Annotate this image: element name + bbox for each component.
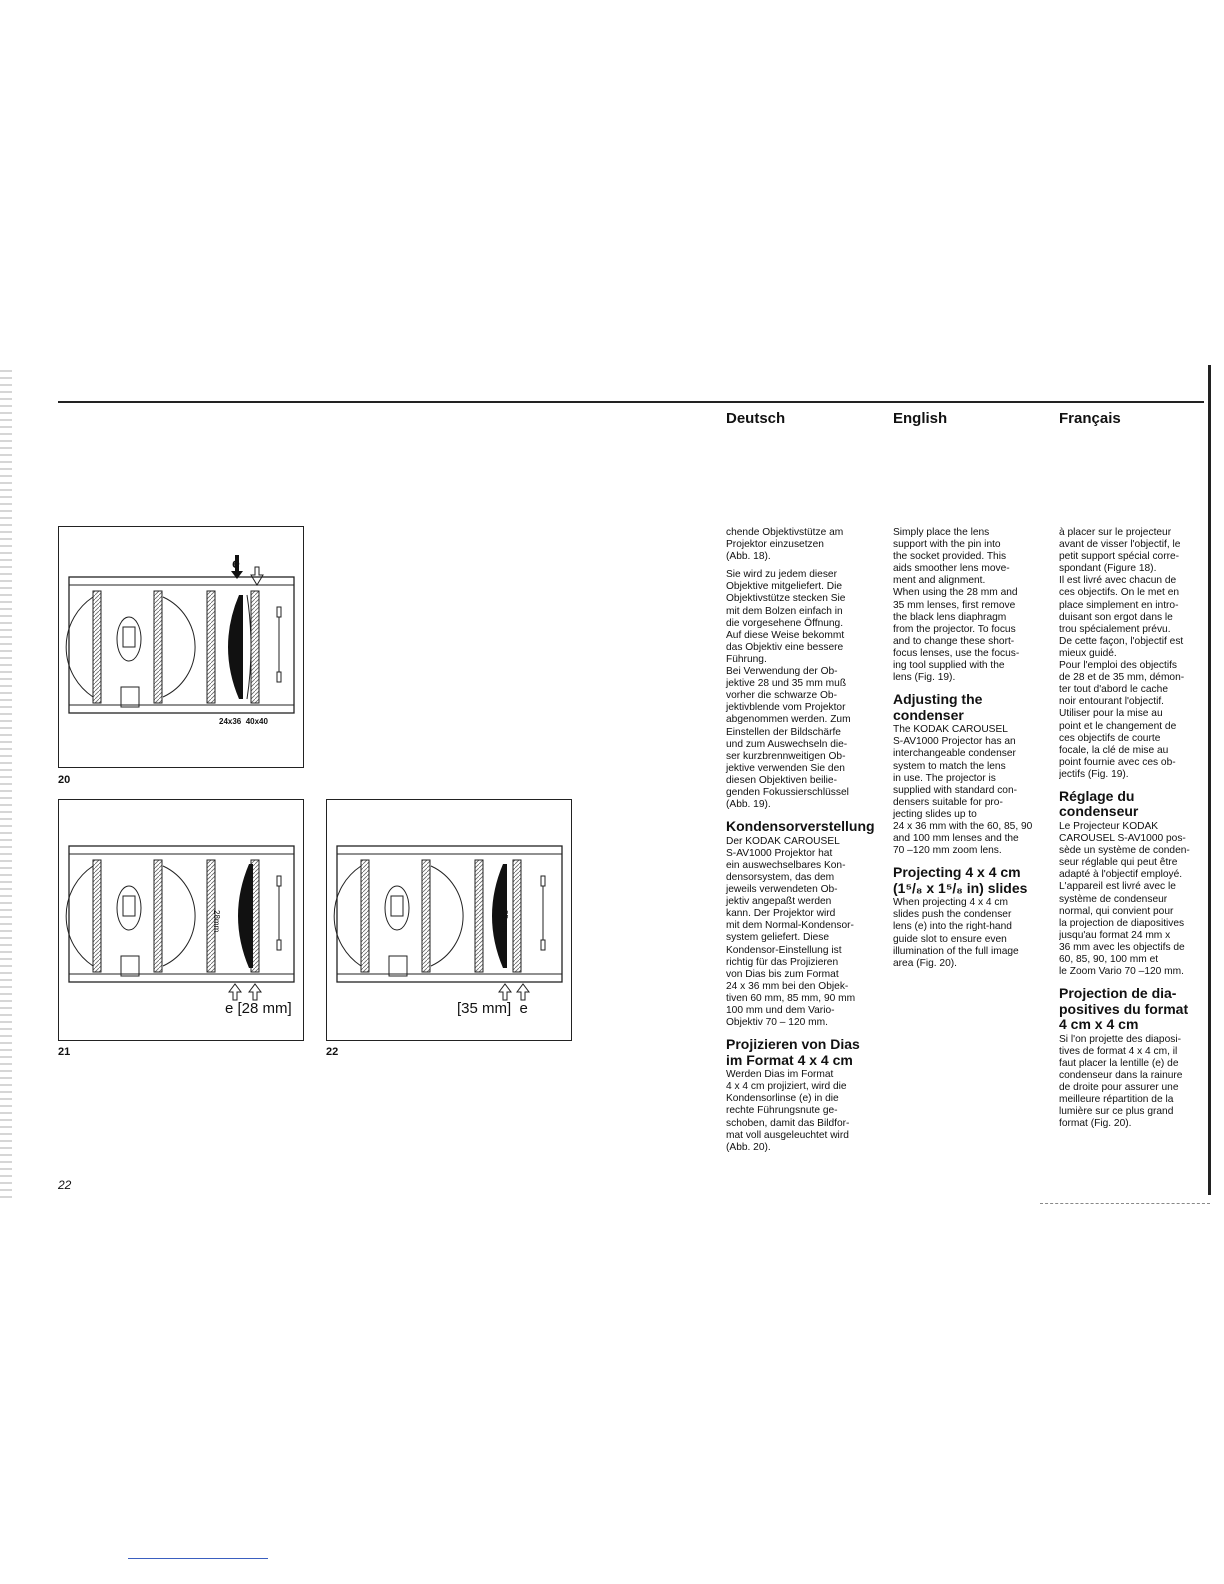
figure-22-number: 22: [326, 1046, 339, 1058]
english-heading-slides: Projecting 4 x 4 cm (1⁵/₈ x 1⁵/₈ in) slides: [893, 864, 1028, 896]
english-paragraph-1: Simply place the lens support with the pin into the socket provided. This aids smoother lens move- ment and alignment. When using the 28 mm and 35 mm lenses, first remove the black lens diaphragm from the projector. To focus and to change these short- focus lenses, use the focus- ing tool supplied with the lens (Fig. 19).: [893, 527, 1020, 684]
figure-21-lens-text: 28mm: [212, 910, 221, 933]
scan-edge-left: [0, 370, 12, 1200]
deutsch-paragraph-1: chende Objektivstütze am Projektor einzusetzen (Abb. 18).: [726, 527, 844, 563]
figure-20-label-e: e: [232, 555, 240, 571]
deutsch-paragraph-3: Der KODAK CAROUSEL S-AV1000 Projektor hat ein auswechselbares Kon- densorsystem, das dem jeweils verwendeten Ob- jektiv angepaßt werden kann. Der Projektor wird mit dem Normal-Kondensor- system geliefert. Diese Kondensor-Einstellung ist richtig für das Projizieren von Dias bis zum Format 24 x 36 mm bei den Objek- tiven 60 mm, 85 mm, 90 mm 100 mm und dem Vario- Objektiv 70 – 120 mm.: [726, 835, 856, 1029]
figure-20: [58, 526, 304, 768]
header-english: English: [893, 410, 948, 427]
francais-paragraph-3: Si l'on projette des diaposi- tives de format 4 x 4 cm, il faut placer la lentille (e) de condenseur dans la rainure de droite pour assurer une meilleure répartition de la lumière sur ce plus grand format (Fig. 20).: [1059, 1033, 1183, 1130]
column-deutsch: [726, 527, 881, 1160]
francais-paragraph-2: Le Projecteur KODAK CAROUSEL S-AV1000 pos- sède un système de conden- seur réglable qui peut être adapté à l'objectif employé. L'appareil est livré avec le système de condenseur normal, qui convient pour la projection de diapositives jusqu'au format 24 mm x 36 mm avec les objectifs de 60, 85, 90, 100 mm et le Zoom Vario 70 –120 mm.: [1059, 820, 1190, 978]
figure-20-diagram: [59, 527, 303, 767]
english-paragraph-2: The KODAK CAROUSEL S-AV1000 Projector has an interchangeable condenser system to match the lens in use. The projector is supplied with standard con- densers suitable for pro- jecting slides up to 24 x 36 mm with the 60, 85, 90 and 100 mm lenses and the 70 –120 mm zoom lens.: [893, 724, 1033, 857]
figure-22-diagram: [327, 800, 571, 1040]
column-english: [893, 527, 1053, 976]
deutsch-heading-kondensor: Kondensorverstellung: [726, 818, 875, 835]
english-paragraph-3: When projecting 4 x 4 cm slides push the condenser lens (e) into the right-hand guide slot to ensure even illumination of the full image area (Fig. 20).: [893, 897, 1019, 969]
scan-edge-right: [1208, 365, 1211, 1195]
deutsch-paragraph-2: Sie wird zu jedem dieser Objektive mitgeliefert. Die Objektivstütze stecken Sie mit dem Bolzen einfach in die vorgesehene Öffnung. Auf diese Weise bekommt das Objektiv eine bessere Führung. Bei Verwendung der Ob- jektive 28 und 35 mm muß vorher die schwarze Ob- jektivblende vom Projektor abgenommen werden. Zum Einstellen der Bildschärfe und zum Auswechseln die- ser kurzbrennweitigen Ob- jektive verwenden Sie den diesen Objektiven beilie- genden Fokussierschlüssel (Abb. 19).: [726, 569, 851, 811]
francais-paragraph-1: à placer sur le projecteur avant de visser l'objectif, le petit support spécial corre- spondant (Figure 18). Il est livré avec chacun de ces objectifs. On le met en place simplement en intro- duisant son ergot dans le trou spécialement prévu. De cette façon, l'objectif est mieux guidé. Pour l'emploi des objectifs de 28 et de 35 mm, démon- ter tout d'abord le cache noir entourant l'objectif. Utiliser pour la mise au point et le changement de ces objectifs de courte focale, la clé de mise au point fournie avec ces ob- jectifs (Fig. 19).: [1059, 527, 1185, 780]
figure-22: [326, 799, 572, 1041]
francais-heading-projection: Projection de dia- positives du format 4 cm x 4 cm: [1059, 985, 1189, 1033]
figure-20-format-label: 24x36 40x40: [219, 717, 268, 726]
footer-link-underline: [128, 1558, 268, 1559]
figure-21-number: 21: [58, 1046, 71, 1058]
header-rule: [58, 401, 1204, 403]
header-deutsch: Deutsch: [726, 410, 786, 427]
figure-21-label: e [28 mm]: [225, 1000, 292, 1017]
header-francais: Français: [1059, 410, 1121, 427]
english-heading-condenser: Adjusting the condenser: [893, 691, 983, 723]
figure-21: [58, 799, 304, 1041]
figure-22-label: [35 mm] e: [457, 1000, 528, 1017]
francais-heading-condenseur: Réglage du condenseur: [1059, 787, 1139, 820]
bottom-rule: [1040, 1203, 1210, 1204]
figure-20-number: 20: [58, 774, 71, 786]
deutsch-paragraph-4: Werden Dias im Format 4 x 4 cm projiziert, wird die Kondensorlinse (e) in die rechte Führungsnute ge- schoben, damit das Bildfor- mat voll ausgeleuchtet wird (Abb. 20).: [726, 1069, 850, 1153]
page-number: 22: [58, 1178, 72, 1192]
column-francais: [1059, 527, 1205, 1136]
figure-22-lens-text: 35mm: [500, 910, 509, 933]
deutsch-heading-dias: Projizieren von Dias im Format 4 x 4 cm: [726, 1036, 860, 1068]
